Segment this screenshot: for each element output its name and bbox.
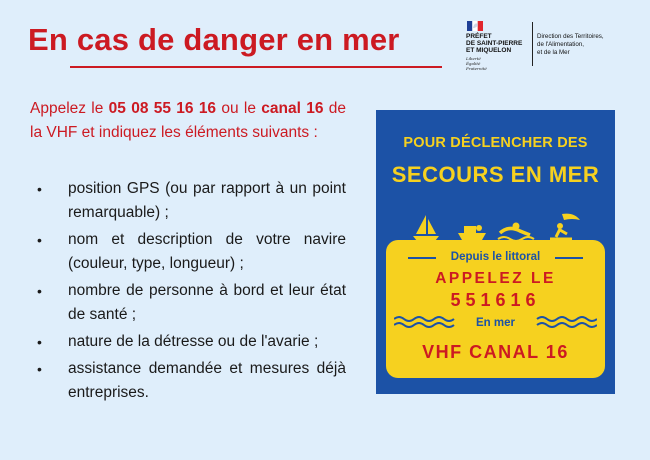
intro-suffix: de la VHF et indiquez les éléments suivants :: [30, 100, 346, 141]
intro-prefix: Appelez le: [30, 100, 109, 117]
call-label: APPELEZ LE: [435, 270, 556, 287]
list-item: • nombre de personne à bord et leur état de santé ;: [30, 279, 346, 327]
title-underline: [70, 66, 442, 68]
direction-line: de l'Alimentation,: [537, 41, 584, 48]
sticker-heading-line2: SECOURS EN MER: [391, 162, 600, 187]
sailboat-icon: [413, 215, 439, 241]
logo-divider: [532, 22, 533, 66]
canal-number: canal 16: [261, 100, 324, 117]
rescue-boat-icon: [458, 225, 486, 240]
list-item: • nature de la détresse ou de l'avarie ;: [30, 330, 346, 354]
direction-line: Direction des Territoires,: [537, 33, 604, 40]
list-item: • assistance demandée et mesures déjà entreprises.: [30, 357, 346, 405]
devise-line: Égalité: [466, 61, 481, 66]
devise-line: Liberté: [466, 56, 481, 61]
marianne-emblem-icon: [467, 21, 483, 31]
kitesurfer-icon: [550, 214, 580, 239]
from-shore-label: Depuis le littoral: [450, 251, 541, 263]
rescue-sticker: [376, 110, 615, 394]
devise-text: [466, 56, 487, 71]
page-title: En cas de danger en mer: [28, 22, 400, 57]
devise-line: Fraternité: [466, 66, 487, 71]
list-item: • position GPS (ou par rapport à un point remarquable) ;: [30, 177, 346, 225]
intro-paragraph: [30, 97, 346, 144]
prefet-line: DE SAINT-PIERRE: [466, 40, 523, 47]
prefet-text: [466, 33, 522, 54]
prefet-line: ET MIQUELON: [466, 47, 512, 54]
sticker-heading-line1: POUR DÉCLENCHER DES: [403, 135, 588, 151]
prefet-line: PRÉFET: [466, 33, 492, 40]
at-sea-label: En mer: [476, 317, 515, 329]
direction-text: [537, 33, 604, 57]
vhf-label: VHF CANAL 16: [422, 342, 569, 362]
sticker-panel: [386, 240, 605, 378]
phone-number: 05 08 55 16 16: [108, 100, 217, 117]
info-list: [30, 177, 346, 408]
call-number: 551616: [450, 290, 541, 310]
prefecture-logo: [464, 20, 644, 76]
right-dash: [555, 257, 583, 259]
direction-line: et de la Mer: [537, 49, 570, 56]
intro-middle: ou le: [216, 100, 262, 117]
list-item: • nom et description de votre navire (couleur, type, longueur) ;: [30, 228, 346, 276]
activity-icons: [412, 213, 582, 243]
swimmer-icon: [498, 223, 534, 242]
